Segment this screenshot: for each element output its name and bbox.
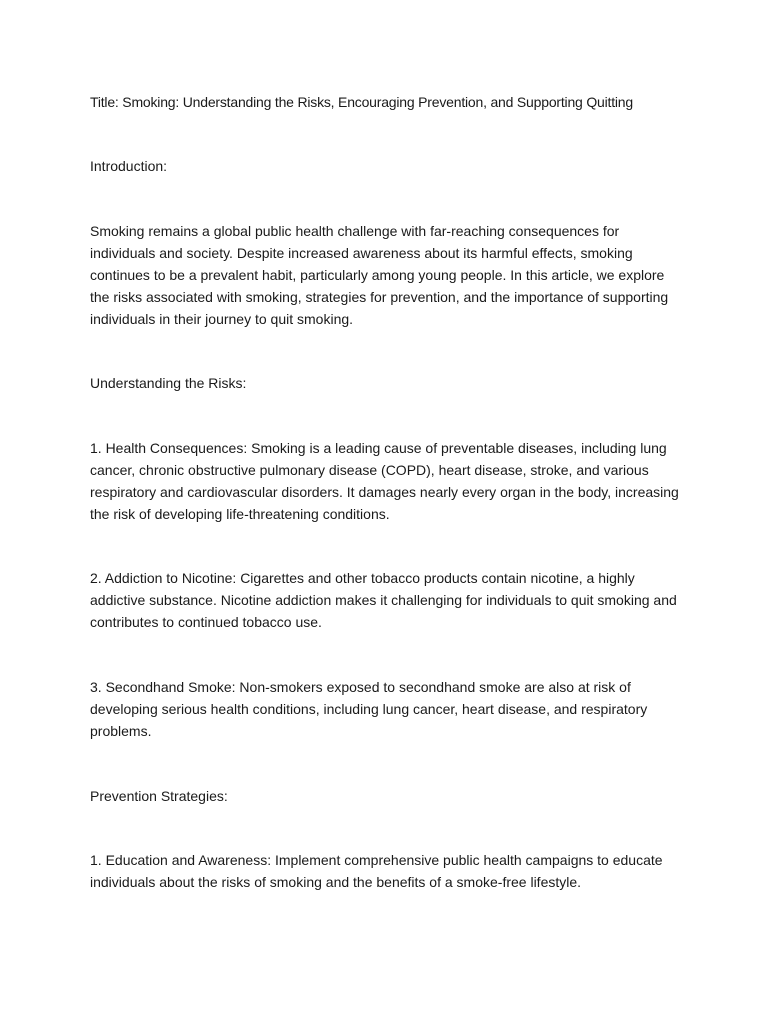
risk-item-health-consequences: 1. Health Consequences: Smoking is a leading cause of preventable diseases, including lung cancer, chronic obstructive pulmonary disease (COPD), heart disease, stroke, and various respiratory and cardiovascular disorders. It damages nearly every organ in the body, increasing the risk of developing life-threatening conditions. (90, 440, 679, 522)
intro-paragraph: Smoking remains a global public health challenge with far-reaching consequences for individuals and society. Despite increased awareness about its harmful effects, smoking continues to be a prevalent habit, particularly among young people. In this article, we explore the risks associated with smoking, strategies for prevention, and the importance of supporting individuals in their journey to quit smoking. (90, 223, 669, 327)
intro-heading: Introduction: (90, 158, 168, 174)
risks-heading: Understanding the Risks: (90, 375, 247, 391)
prevention-item-education: 1. Education and Awareness: Implement comprehensive public health campaigns to educate individuals about the risks of smoking and the benefits of a smoke-free lifestyle. (90, 852, 663, 890)
prevention-heading: Prevention Strategies: (90, 788, 228, 804)
risk-item-secondhand-smoke: 3. Secondhand Smoke: Non-smokers exposed to secondhand smoke are also at risk of developing serious health conditions, including lung cancer, heart disease, and respiratory problems. (90, 679, 648, 739)
document-title: Title: Smoking: Understanding the Risks, Encouraging Prevention, and Supporting Quitting (90, 94, 633, 110)
risk-item-nicotine-addiction: 2. Addiction to Nicotine: Cigarettes and other tobacco products contain nicotine, a highly addictive substance. Nicotine addiction makes it challenging for individuals to quit smoking and contributes to continued tobacco use. (90, 570, 677, 630)
